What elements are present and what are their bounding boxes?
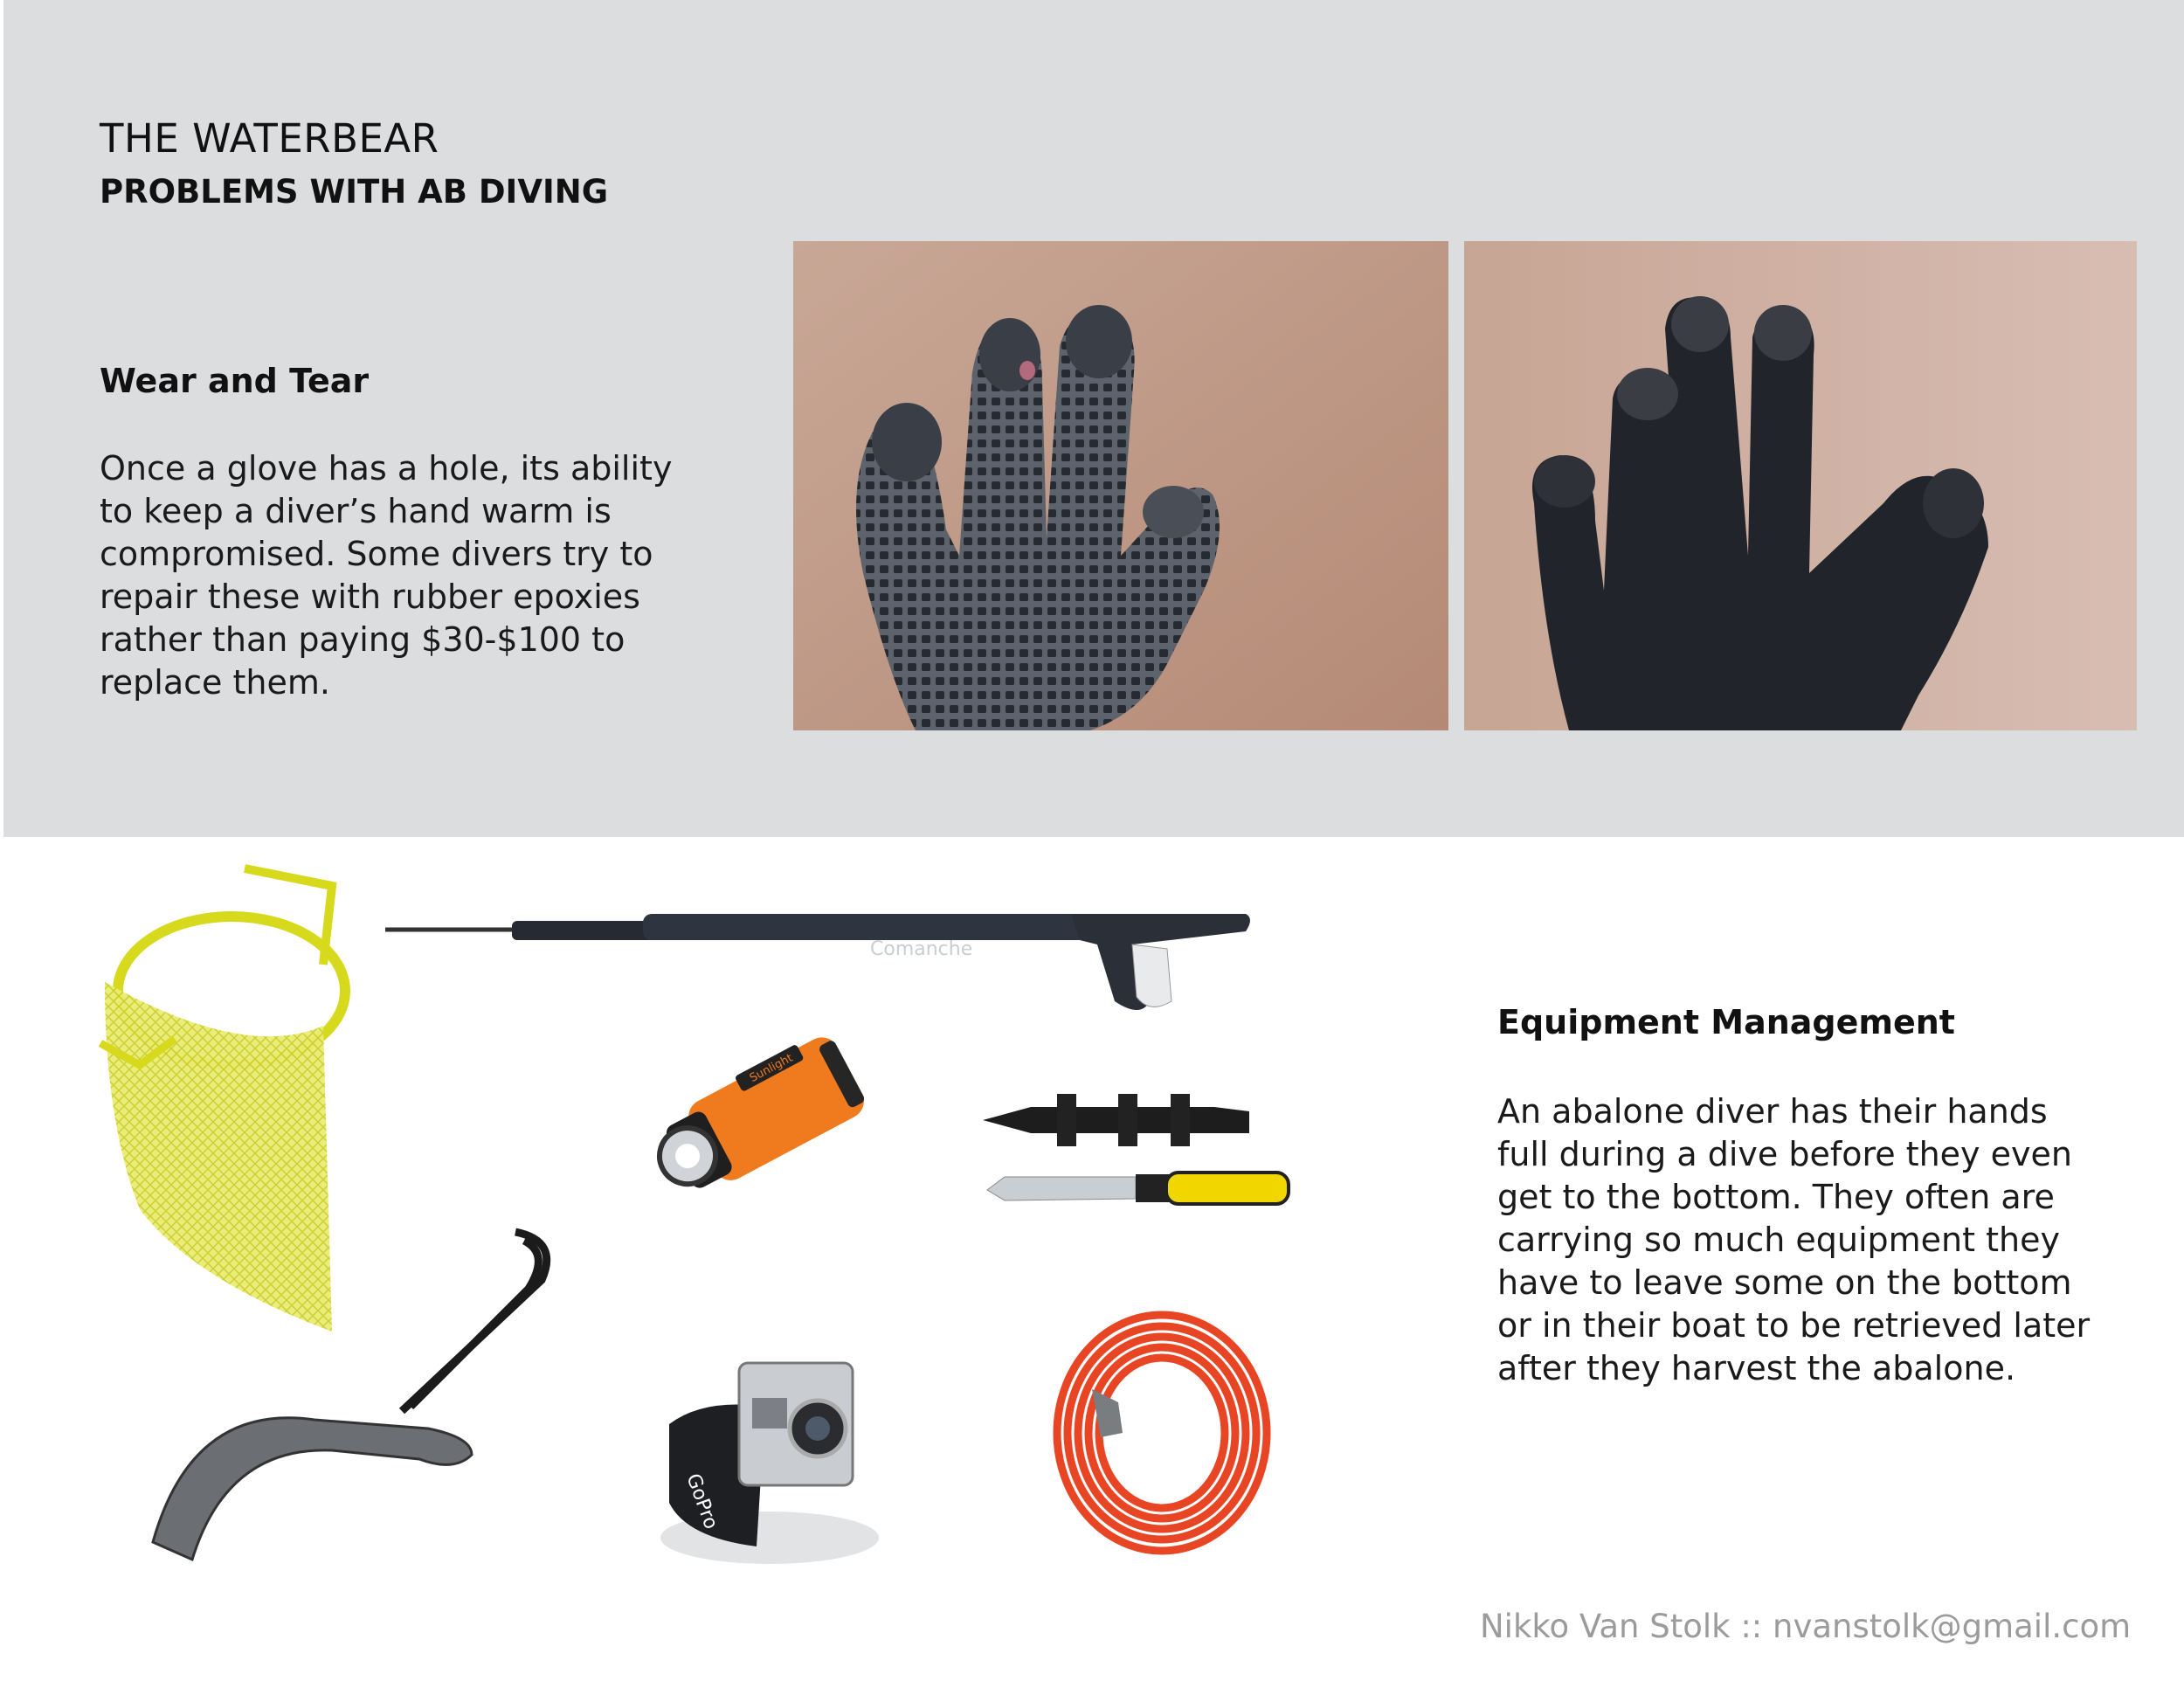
glove-photo-2 bbox=[1464, 241, 2137, 730]
speargun-image bbox=[381, 896, 1254, 1010]
dive-knife-image bbox=[978, 1094, 1293, 1225]
equipment-body: An abalone diver has their hands full during a dive before they even get to the bottom. They often are carrying so much equipment they have to leave some on the bottom or in their boat to be retrieved later after they harvest the abalone. bbox=[1497, 1092, 2091, 1387]
flashlight-brand-label: Sunlight bbox=[747, 1051, 796, 1086]
dive-light-image bbox=[655, 1027, 882, 1219]
wear-body: Once a glove has a hole, its ability to keep a diver’s hand warm is compromised. Some divers try to repair these with rubber epoxies rather than paying $30-$100 to replace them. bbox=[100, 449, 673, 702]
wear-heading: Wear and Tear bbox=[100, 362, 370, 400]
equipment-heading: Equipment Management bbox=[1497, 1003, 1955, 1041]
page-subtitle: PROBLEMS WITH AB DIVING bbox=[100, 173, 609, 211]
page-title: THE WATERBEAR bbox=[100, 115, 439, 162]
glove-photo-1 bbox=[793, 241, 1448, 730]
footer-credit: Nikko Van Stolk :: nvanstolk@gmail.com bbox=[1480, 1608, 2132, 1645]
ab-iron-image bbox=[140, 1228, 585, 1577]
float-line-image bbox=[1040, 1302, 1275, 1564]
speargun-brand-label: Comanche bbox=[870, 938, 973, 960]
gopro-camera-image bbox=[652, 1346, 888, 1568]
camera-brand-label: GoPro bbox=[681, 1470, 722, 1532]
